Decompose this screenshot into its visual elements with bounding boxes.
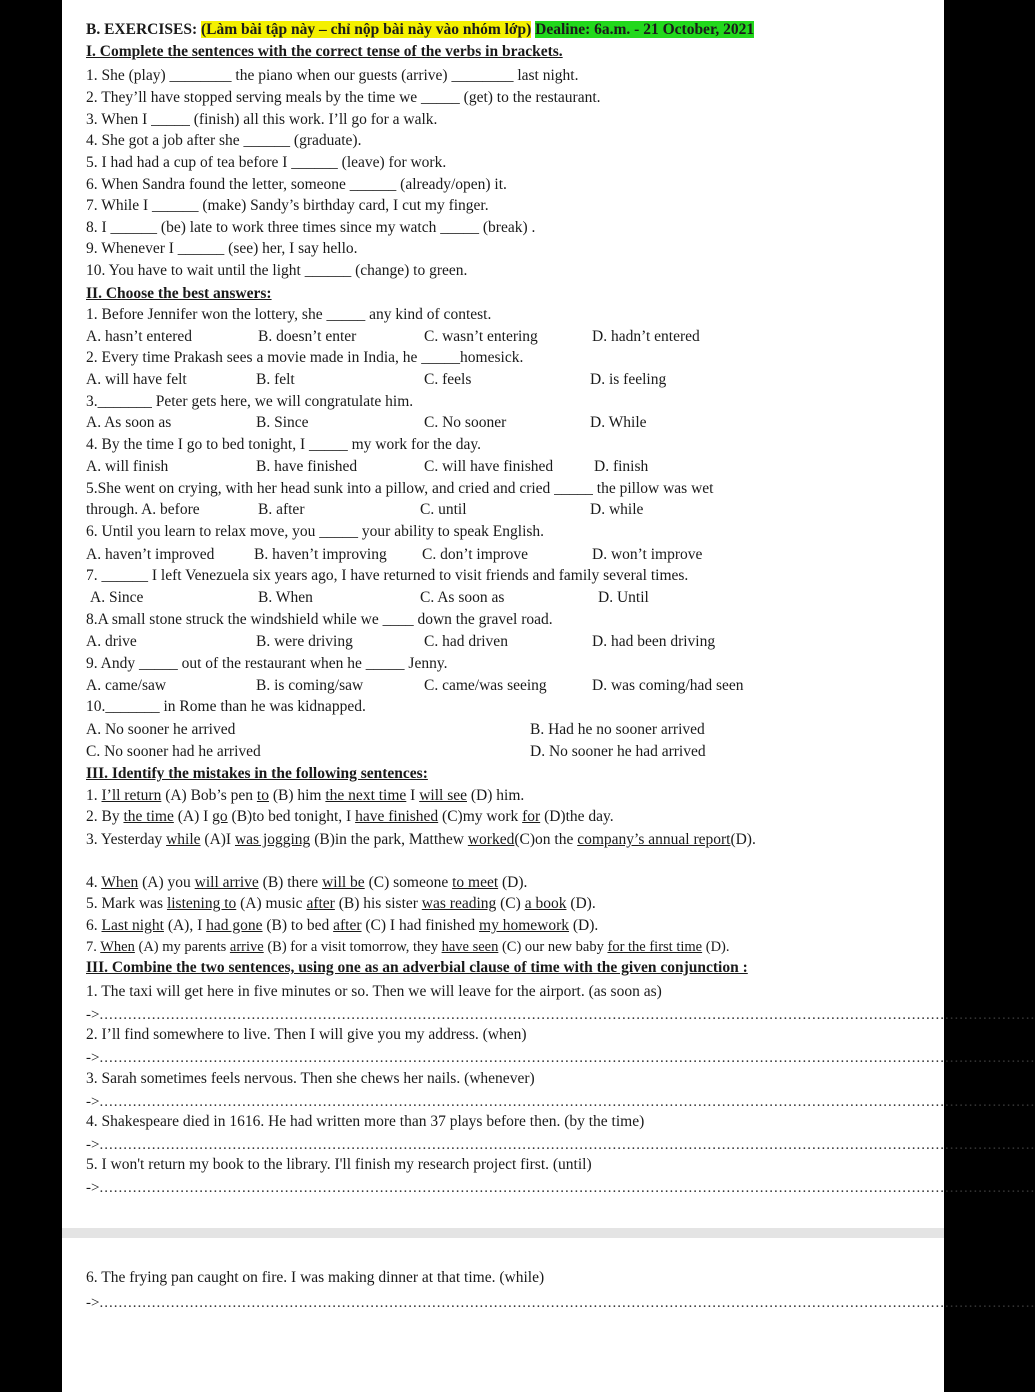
page-divider [62,1228,944,1238]
s1-item-10: 10. You have to wait until the light ______ (change) to green. [86,262,468,279]
s4-item-2: 2. I’ll find somewhere to live. Then I will give you my address. (when) [86,1026,527,1043]
s2-q9-opt-d: D. was coming/had seen [592,677,744,694]
exercise-title: B. EXERCISES: [86,21,198,38]
section-1-heading: I. Complete the sentences with the correct tense of the verbs in brackets. [86,43,563,60]
worksheet-page-2 [62,1238,1035,1392]
exercise-header [86,20,754,40]
s2-q6-opt-c: C. don’t improve [422,546,529,563]
s2-q10-opt-a: A. No sooner he arrived [86,721,236,738]
s1-item-6: 6. When Sandra found the letter, someone ______ (already/open) it. [86,176,507,193]
s2-q3-opt-a: A. As soon as [86,414,172,431]
s1-item-7: 7. While I ______ (make) Sandy’s birthday card, I cut my finger. [86,197,489,214]
s1-item-2: 2. They’ll have stopped serving meals by the time we _____ (get) to the restaurant. [86,89,601,106]
s2-q1-opt-d: D. hadn’t entered [592,328,700,345]
s2-q8: 8.A small stone struck the windshield while we ____ down the gravel road. [86,611,553,628]
s1-item-9: 9. Whenever I ______ (see) her, I say hello. [86,240,358,257]
s4-item-3: 3. Sarah sometimes feels nervous. Then she chews her nails. (whenever) [86,1070,535,1087]
s2-q6-opt-a: A. haven’t improved [86,546,215,563]
s2-q10-opt-b: B. Had he no sooner arrived [530,721,705,738]
s2-q1-opt-a: A. hasn’t entered [86,328,193,345]
s1-item-8: 8. I ______ (be) late to work three times since my watch _____ (break) . [86,219,536,236]
s2-q8-opt-b: B. were driving [256,633,353,650]
s2-q4-opt-d: D. finish [594,458,649,475]
s3-sentence-4: 4. When (A) you will arrive (B) there will be (C) someone to meet (D). [86,874,528,891]
s4-answer-line-5[interactable]: ->..................................................................................................................................................................................................... [86,1180,1035,1196]
s2-q7: 7. ______ I left Venezuela six years ago, I have returned to visit friends and family several times. [86,567,689,584]
s2-q7-opt-d: D. Until [598,589,649,606]
s4-item-1: 1. The taxi will get here in five minutes or so. Then we will leave for the airport. (as soon as) [86,983,662,1000]
s2-q2-opt-a: A. will have felt [86,371,187,388]
s2-q3-opt-b: B. Since [256,414,309,431]
s2-q6-opt-d: D. won’t improve [592,546,703,563]
s2-q2-opt-b: B. felt [256,371,295,388]
s3-sentence-7: 7. When (A) my parents arrive (B) for a visit tomorrow, they have seen (C) our new baby for the first time (D). [86,939,730,955]
s2-q4-opt-b: B. have finished [256,458,358,475]
s2-q5: 5.She went on crying, with her head sunk into a pillow, and cried and cried _____ the pillow was wet [86,480,714,497]
s3-sentence-6: 6. Last night (A), I had gone (B) to bed after (C) I had finished my homework (D). [86,917,599,934]
section-2-heading: II. Choose the best answers: [86,285,272,302]
s2-q6-opt-b: B. haven’t improving [254,546,387,563]
s4-item-4: 4. Shakespeare died in 1616. He had written more than 37 plays before then. (by the time) [86,1113,645,1130]
s2-q6: 6. Until you learn to relax move, you _____ your ability to speak English. [86,523,545,540]
s2-q2: 2. Every time Prakash sees a movie made in India, he _____homesick. [86,349,524,366]
s3-sentence-5: 5. Mark was listening to (A) music after (B) his sister was reading (C) a book (D). [86,895,596,912]
s2-q5-opt-b: B. after [258,501,305,518]
s2-q5-line2-opt-a: through. A. before [86,501,200,518]
s2-q4: 4. By the time I go to bed tonight, I _____ my work for the day. [86,436,482,453]
s2-q5-opt-d: D. while [590,501,644,518]
s2-q9-opt-c: C. came/was seeing [424,677,547,694]
s4-item-5: 5. I won't return my book to the library. I'll finish my research project first. (until) [86,1156,592,1173]
s4-item-6: 6. The frying pan caught on fire. I was making dinner at that time. (while) [86,1269,545,1286]
exercise-note: (Làm bài tập này – chỉ nộp bài này vào nhóm lớp) [201,21,532,38]
s1-item-4: 4. She got a job after she ______ (graduate). [86,132,362,149]
s1-item-5: 5. I had had a cup of tea before I ______ (leave) for work. [86,154,447,171]
section-4-heading: III. Combine the two sentences, using one as an adverbial clause of time with the given conjunction : [86,959,748,976]
s3-sentence-3: 3. Yesterday while (A)I was jogging (B)in the park, Matthew worked(C)on the company’s annual report(D). [86,831,756,848]
section-3-heading: III. Identify the mistakes in the following sentences: [86,765,428,782]
deadline-badge: Dealine: 6a.m. - 21 October, 2021 [535,21,755,38]
s2-q3-opt-d: D. While [590,414,647,431]
s2-q3-opt-c: C. No sooner [424,414,507,431]
s2-q4-opt-c: C. will have finished [424,458,554,475]
s2-q9: 9. Andy _____ out of the restaurant when he _____ Jenny. [86,655,448,672]
s1-item-1: 1. She (play) ________ the piano when our guests (arrive) ________ last night. [86,67,579,84]
s3-sentence-2: 2. By the time (A) I go (B)to bed tonight, I have finished (C)my work for (D)the day. [86,808,614,825]
worksheet-page-1 [62,0,1035,1228]
s2-q7-opt-a: A. Since [90,589,144,606]
s2-q7-opt-b: B. When [258,589,313,606]
s1-item-3: 3. When I _____ (finish) all this work. I’ll go for a walk. [86,111,438,128]
s2-q1-opt-b: B. doesn’t enter [258,328,357,345]
s2-q1-opt-c: C. wasn’t entering [424,328,538,345]
s2-q9-opt-a: A. came/saw [86,677,167,694]
s2-q8-opt-a: A. drive [86,633,137,650]
s2-q8-opt-d: D. had been driving [592,633,716,650]
s4-answer-line-4[interactable]: ->..................................................................................................................................................................................................... [86,1137,1035,1153]
s2-q10-opt-d: D. No sooner he had arrived [530,743,706,760]
s2-q9-opt-b: B. is coming/saw [256,677,364,694]
s2-q7-opt-c: C. As soon as [420,589,505,606]
s3-sentence-1: 1. I’ll return (A) Bob’s pen to (B) him the next time I will see (D) him. [86,787,525,804]
s2-q4-opt-a: A. will finish [86,458,169,475]
s2-q10-opt-c: C. No sooner had he arrived [86,743,261,760]
s2-q1: 1. Before Jennifer won the lottery, she _____ any kind of contest. [86,306,492,323]
s2-q2-opt-c: C. feels [424,371,472,388]
s4-answer-line-3[interactable]: ->..................................................................................................................................................................................................... [86,1094,1035,1110]
s4-answer-line-1[interactable]: ->..................................................................................................................................................................................................... [86,1007,1035,1023]
s2-q8-opt-c: C. had driven [424,633,508,650]
s4-answer-line-6[interactable]: ->..................................................................................................................................................................................................... [86,1295,1035,1311]
s4-answer-line-2[interactable]: ->..................................................................................................................................................................................................... [86,1050,1035,1066]
s2-q2-opt-d: D. is feeling [590,371,667,388]
s2-q5-opt-c: C. until [420,501,467,518]
s2-q3: 3._______ Peter gets here, we will congratulate him. [86,393,414,410]
s2-q10: 10._______ in Rome than he was kidnapped. [86,698,366,715]
